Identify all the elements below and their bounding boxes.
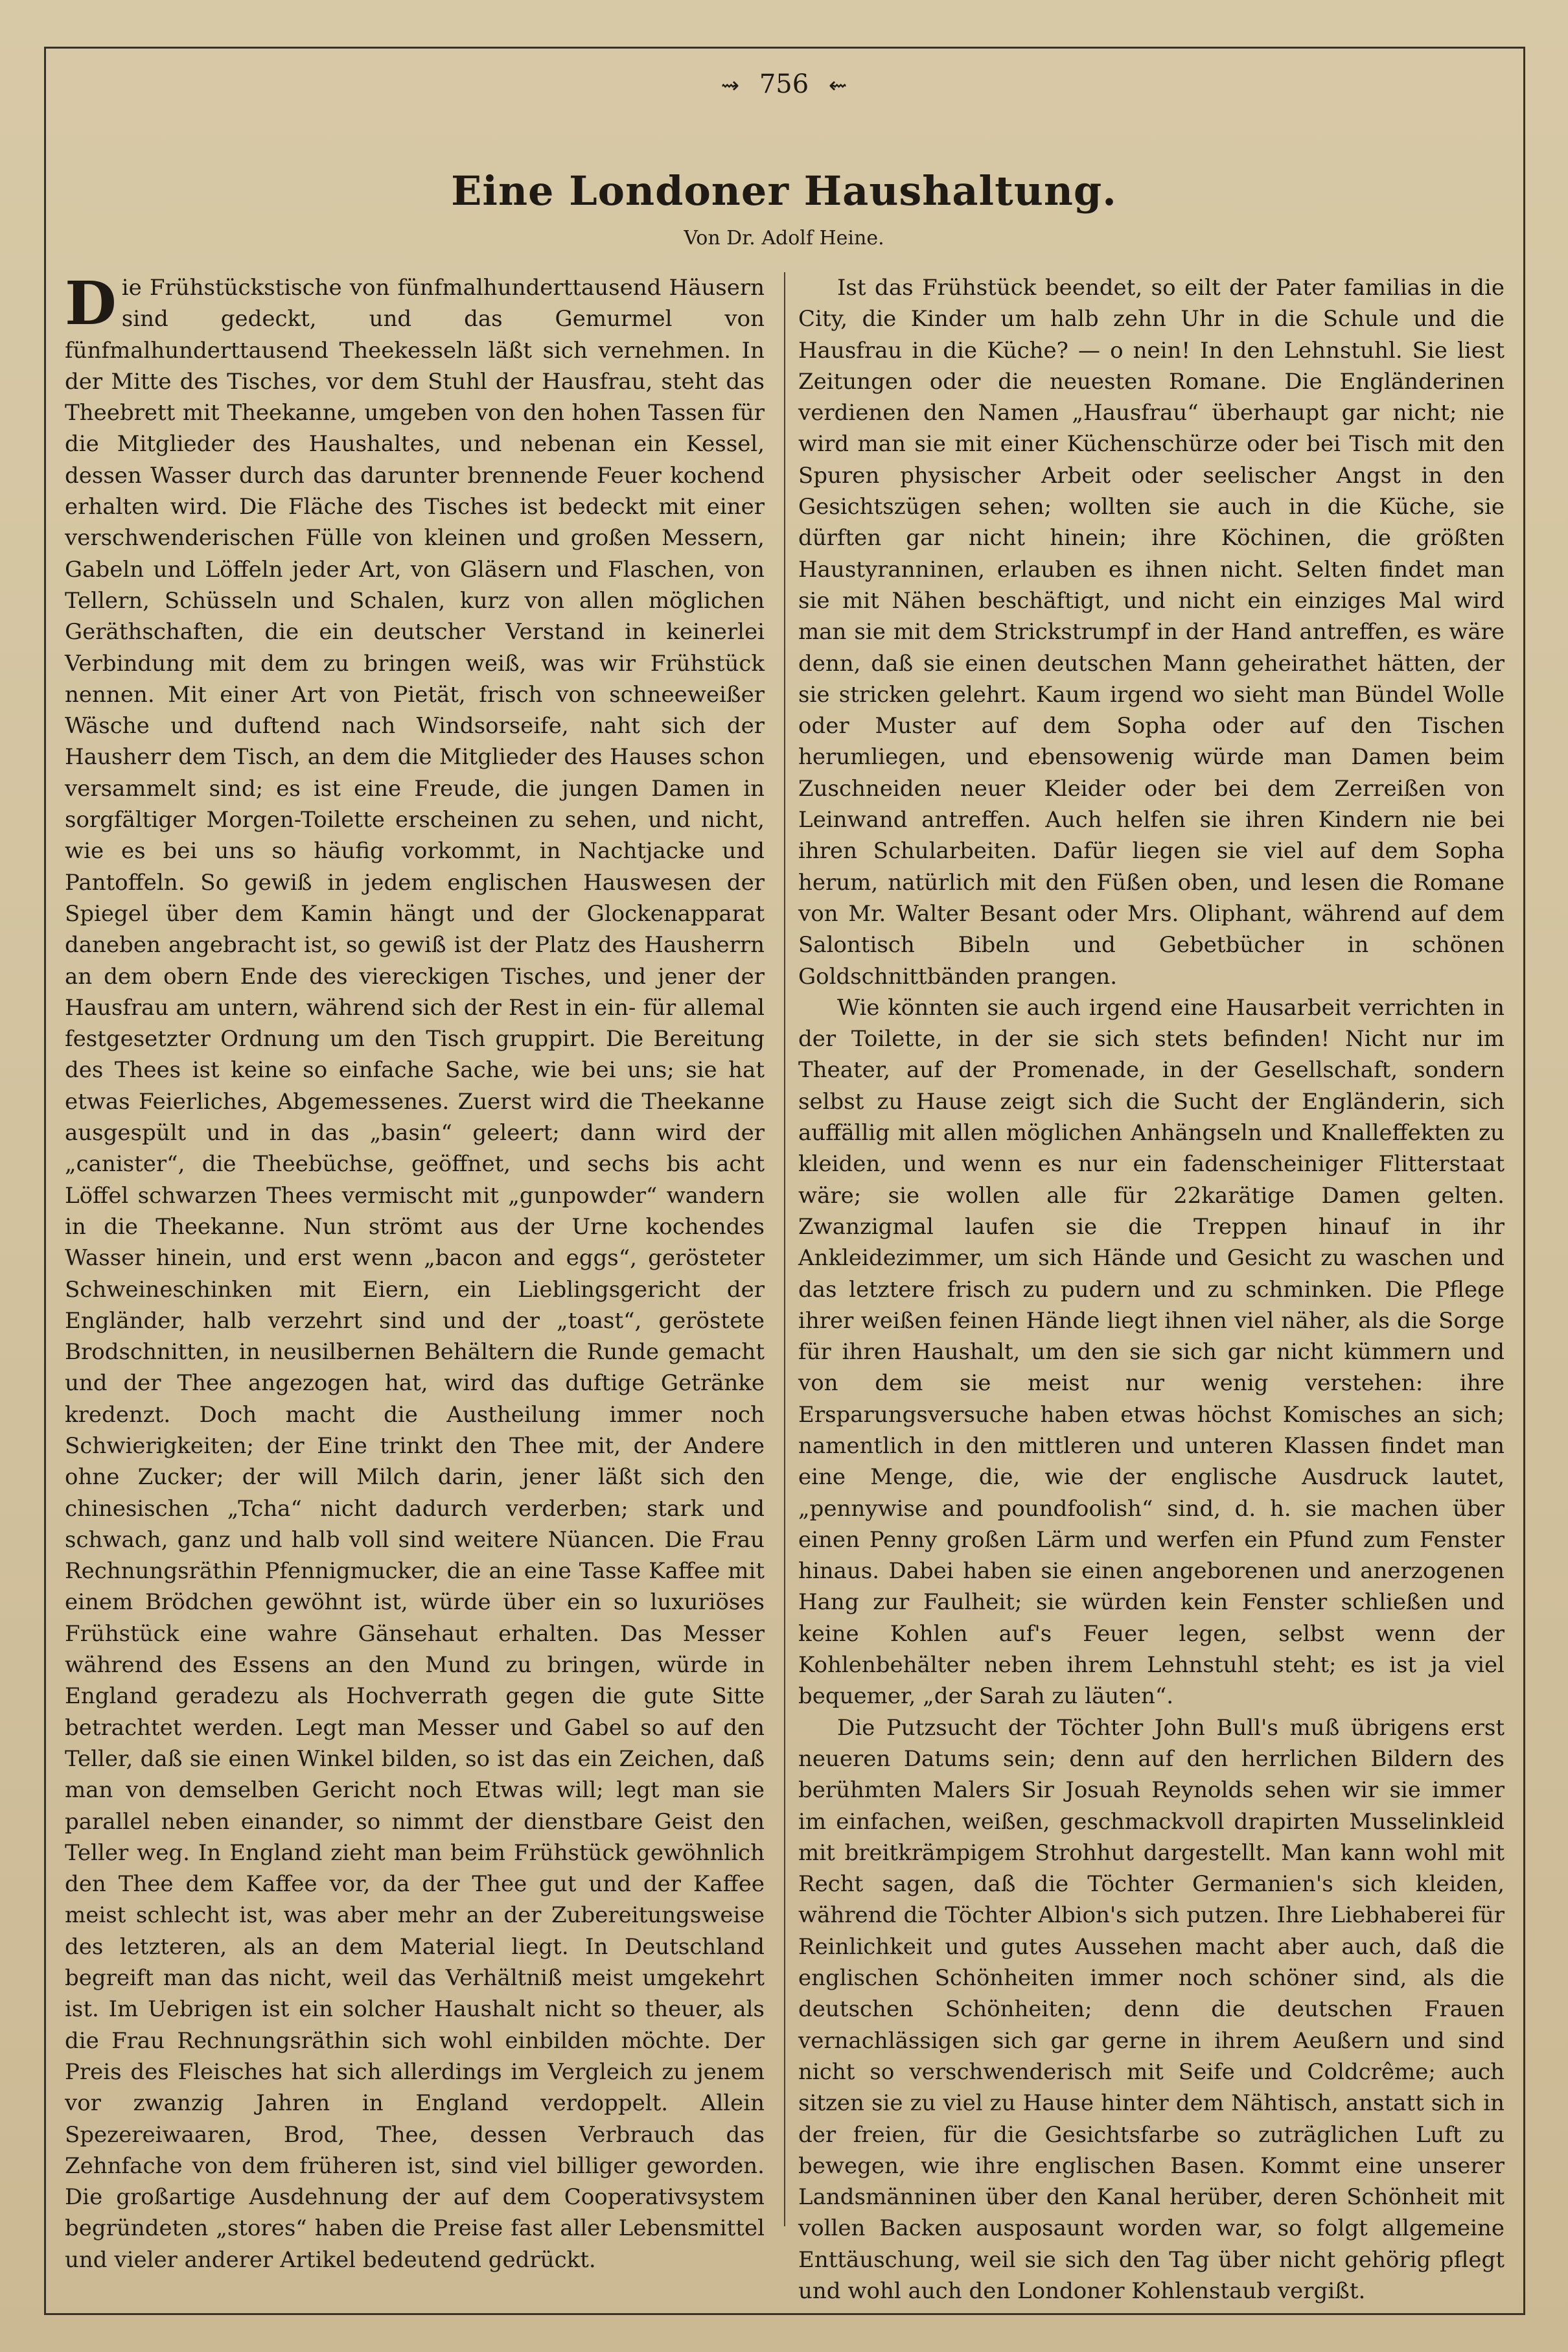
left-paragraph-1-text: ie Frühstückstische von fünfmalhunderttausend Häusern sind gedeckt, und das Gemurmel von fünfmalhunderttausend Theekesseln läßt sich vernehmen. In der Mitte des Tisches, vor dem Stuhl der Hausfrau, steht das Theebrett mit Theekanne, umgeben von den hohen Tassen für die Mitglieder des Haushaltes, und nebenan ein Kessel, dessen Wasser durch das darunter brennende Feuer kochend erhalten wird. Die Fläche des Tisches ist bedeckt mit einer verschwenderischen Fülle von kleinen und großen Messern, Gabeln und Löffeln jeder Art, von Gläsern und Flaschen, von Tellern, Schüsseln und Schalen, kurz von allen möglichen Geräthschaften, die ein deutscher Verstand in keinerlei Verbindung mit dem zu bringen weiß, was wir Frühstück nennen. Mit einer Art von Pietät, frisch von schneeweißer Wäsche und duftend nach Windsorseife, naht sich der Hausherr dem Tisch, an dem die Mitglieder des Hauses schon versammelt sind; es ist eine Freude, die jungen Damen in sorgfältiger Morgen-Toilette erscheinen zu sehen, und nicht, wie es bei uns so häufig vorkommt, in Nachtjacke und Pantoffeln. So gewiß in jedem englischen Hauswesen der Spiegel über dem Kamin hängt und der Glockenapparat daneben angebracht ist, so gewiß ist der Platz des Hausherrn an dem obern Ende des viereckigen Tisches, und jener der Hausfrau am untern, während sich der Rest in ein- für allemal festgesetzter Ordnung um den Tisch gruppirt. Die Bereitung des Thees ist keine so einfache Sache, wie bei uns; sie hat etwas Feierliches, Abgemessenes. Zuerst wird die Theekanne ausgespült und in das „basin“ geleert; dann wird der „canister“, die Theebüchse, geöffnet, und sechs bis acht Löffel schwarzen Thees vermischt mit „gunpowder“ wandern in die Theekanne. Nun strömt aus der Urne kochendes Wasser hinein, und erst wenn „bacon and eggs“, gerösteter Schweineschinken mit Eiern, ein Lieblingsgericht der Engländer, halb verzehrt sind und der „toast“, geröstete Brodschnitten, in neusilbernen Behältern die Runde gemacht und der Thee angezogen hat, wird das duftige Getränke kredenzt. Doch macht die Austheilung immer noch Schwierigkeiten; der Eine trinkt den Thee mit, der Andere ohne Zucker; der will Milch darin, jener läßt sich den chinesischen „Tcha“ nicht dadurch verderben; stark und schwach, ganz und halb voll sind weitere Nüancen. Die Frau Rechnungsräthin Pfennigmucker, die an eine Tasse Kaffee mit einem Brödchen gewöhnt ist, würde über ein so luxuriöses Frühstück eine wahre Gänsehaut erhalten. Das Messer während des Essens an den Mund zu bringen, würde in England geradezu als Hochverrath gegen die gute Sitte betrachtet werden. Legt man Messer und Gabel so auf den Teller, daß sie einen Winkel bilden, so ist das ein Zeichen, daß man von demselben Gericht noch Etwas will; legt man sie parallel neben einander, so nimmt der dienstbare Geist den Teller weg. In England zieht man beim Frühstück gewöhnlich den Thee dem Kaffee vor, da der Thee gut und der Kaffee meist schlecht ist, was aber mehr an der Zubereitungsweise des letzteren, als an dem Material liegt. In Deutschland begreift man das nicht, weil das Verhältniß meist umgekehrt ist. Im Uebrigen ist ein solcher Haushalt nicht so theuer, als die Frau Rechnungsräthin sich wohl einbilden möchte. Der Preis des Fleisches hat sich allerdings im Vergleich zu jenem vor zwanzig Jahren in England verdoppelt. Allein Spezereiwaaren, Brod, Thee, dessen Verbrauch das Zehnfache von dem früheren ist, sind viel billiger geworden. Die großartige Ausdehnung der auf dem Cooperativsystem begründeten „stores“ haben die Preise fast aller Lebensmittel und vieler anderer Artikel bedeutend gedrückt. [65,275,765,2273]
left-paragraph-1 [65,268,765,2276]
article-title: Eine Londoner Haushaltung. [451,167,1117,215]
ornament-right: ⇜ [828,73,847,99]
drop-cap: D [65,268,117,338]
right-paragraph-2: Wie könnten sie auch irgend eine Hausarbeit verrichten in der Toilette, in der sie sich stets befinden! Nicht nur im Theater, auf der Promenade, in der Gesellschaft, sondern selbst zu Hause zeigt sich die Sucht der Engländerin, sich auffällig mit allen möglichen Anhängseln und Knalleffekten zu kleiden, und wenn es nur ein fadenscheiniger Flitterstaat wäre; sie wollen alle für 22karätige Damen gelten. Zwanzigmal laufen sie die Treppen hinauf in ihr Ankleidezimmer, um sich Hände und Gesicht zu waschen und das letztere frisch zu pudern und zu schminken. Die Pflege ihrer weißen feinen Hände liegt ihnen viel näher, als die Sorge für ihren Haushalt, um den sie sich gar nicht kümmern und von dem sie meist nur wenig verstehen: ihre Ersparungsversuche haben etwas höchst Komisches an sich; namentlich in den mittleren und unteren Klassen findet man eine Menge, die, wie der englische Ausdruck lautet, „pennywise and poundfoolish“ sind, d. h. sie machen über einen Penny großen Lärm und werfen ein Pfund zum Fenster hinaus. Dabei haben sie einen angeborenen und anerzogenen Hang zur Faulheit; sie würden kein Fenster schließen und keine Kohlen auf's Feuer legen, selbst wenn der Kohlenbehälter neben ihrem Lehnstuhl steht; es ist ja viel bequemer, „der Sarah zu läuten“. [798,994,1505,1710]
article-author: Von Dr. Adolf Heine. [684,227,884,250]
right-paragraph-1: Ist das Frühstück beendet, so eilt der Pater familias in die City, die Kinder um halb zehn Uhr in die Schule und die Hausfrau in die Küche? — o nein! In den Lehnstuhl. Sie liest Zeitungen oder die neuesten Romane. Die Engländerinen verdienen den Namen „Hausfrau“ überhaupt gar nicht; nie wird man sie mit einer Küchenschürze oder bei Tisch mit den Spuren physischer Arbeit oder seelischer Angst in den Gesichtszügen sehen; wollten sie auch in die Küche, sie dürften gar nicht hinein; ihre Köchinen, die größten Haustyranninen, erlauben es ihnen nicht. Selten findet man sie mit Nähen beschäftigt, und nicht ein einziges Mal wird man sie mit dem Strickstrumpf in der Hand antreffen, es wäre denn, daß sie einen deutschen Mann geheirathet hätten, der sie stricken gelehrt. Kaum irgend wo sieht man Bündel Wolle oder Muster auf dem Sopha oder auf den Tischen herumliegen, und ebensowenig würde man Damen beim Zuschneiden neuer Kleider oder bei dem Zerreißen von Leinwand antreffen. Auch helfen sie ihren Kindern nie bei ihren Schularbeiten. Dafür liegen sie viel auf dem Sopha herum, natürlich mit den Füßen oben, und lesen die Romane von Mr. Walter Besant oder Mrs. Oliphant, während auf dem Salontisch Bibeln und Gebetbücher in schönen Goldschnittbänden prangen. [798,275,1505,990]
right-column [798,272,1505,2307]
ornament-left: ⇝ [721,73,740,99]
page-header [0,65,1568,104]
column-divider [784,272,785,2226]
page-number: 756 [759,69,809,99]
right-paragraph-3: Die Putzsucht der Töchter John Bull's muß übrigens erst neueren Datums sein; denn auf den herrlichen Bildern des berühmten Malers Sir Josuah Reynolds sehen wir sie immer im einfachen, weißen, geschmackvoll drapirten Musselinkleid mit breitkrämpigem Strohhut dargestellt. Man kann wohl mit Recht sagen, daß die Töchter Germanien's sich kleiden, während die Töchter Albion's sich putzen. Ihre Liebhaberei für Reinlichkeit und gutes Aussehen macht aber auch, daß die englischen Schönheiten immer noch schöner sind, als die deutschen Schönheiten; denn die deutschen Frauen vernachlässigen sich gar gerne in ihrem Aeußern und sind nicht so verschwenderisch mit Seife und Coldcrême; auch sitzen sie zu viel zu Hause hinter dem Nähtisch, anstatt sich in der freien, für die Gesichtsfarbe so zuträglichen Luft zu bewegen, wie ihre englischen Basen. Kommt eine unserer Landsmänninen über den Kanal herüber, deren Schönheit mit vollen Backen ausposaunt worden war, so folgt allgemeine Enttäuschung, weil sie sich den Tag über nicht gehörig pflegt und wohl auch den Londoner Kohlenstaub vergißt. [798,1714,1505,2304]
left-column [65,268,765,2276]
